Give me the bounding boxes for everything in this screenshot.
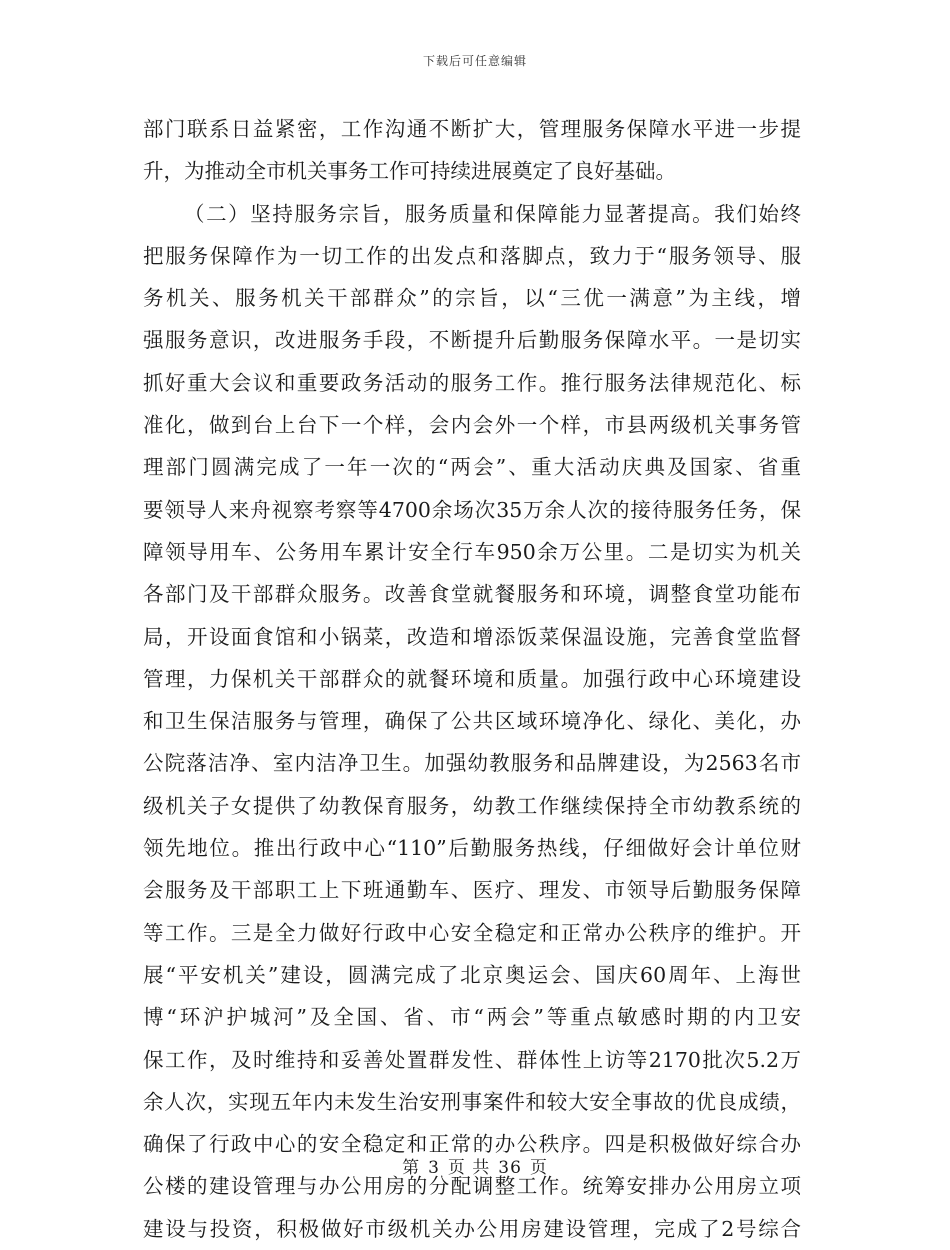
text-line: 会服务及干部职工上下班通勤车、医疗、理发、市领导后勤服务保障: [143, 878, 801, 903]
text-line: 升，为推动全市机关事务工作可持续进展奠定了良好基础。: [143, 159, 676, 184]
text-line: 建设与投资，积极做好市级机关办公用房建设管理，完成了2号综合: [143, 1216, 801, 1241]
text-line: 要领导人来舟视察考察等4700余场次35万余人次的接待服务任务，保: [143, 497, 801, 522]
text-line: 确保了行政中心的安全稳定和正常的办公秩序。四是积极做好综合办: [143, 1132, 801, 1157]
text-line: （二）坚持服务宗旨，服务质量和保障能力显著提高。我们始终: [184, 201, 801, 226]
text-line: 公院落洁净、室内洁净卫生。加强幼教服务和品牌建设，为2563名市: [143, 751, 801, 776]
text-line: 局，开设面食馆和小锅菜，改造和增添饭菜保温设施，完善食堂监督: [143, 624, 801, 649]
text-line: 余人次，实现五年内未发生治安刑事案件和较大安全事故的优良成绩，: [143, 1089, 801, 1114]
document-body: [143, 108, 801, 1250]
total-pages: 36: [498, 1158, 522, 1178]
text-line: 强服务意识，改进服务手段，不断提升后勤服务保障水平。一是切实: [143, 328, 801, 353]
footer-middle: 页 共: [447, 1158, 491, 1178]
page-header: 下载后可任意编辑: [422, 54, 527, 68]
text-line: 保工作，及时维持和妥善处置群发性、群体性上访等2170批次5.2万: [143, 1047, 801, 1072]
page-number: 3: [428, 1158, 440, 1178]
text-line: 和卫生保洁服务与管理，确保了公共区域环境净化、绿化、美化，办: [143, 709, 801, 734]
text-line: 各部门及干部群众服务。改善食堂就餐服务和环境，调整食堂功能布: [143, 582, 801, 607]
footer-suffix: 页: [529, 1158, 548, 1178]
footer-prefix: 第: [402, 1158, 421, 1178]
text-line: 务机关、服务机关干部群众”的宗旨，以“三优一满意”为主线，增: [143, 286, 801, 311]
text-line: 级机关子女提供了幼教保育服务，幼教工作继续保持全市幼教系统的: [143, 793, 801, 818]
text-line: 管理，力保机关干部群众的就餐环境和质量。加强行政中心环境建设: [143, 666, 801, 691]
text-line: 把服务保障作为一切工作的出发点和落脚点，致力于“服务领导、服: [143, 243, 801, 268]
text-line: 领先地位。推出行政中心“110”后勤服务热线，仔细做好会计单位财: [143, 836, 801, 861]
text-line: 部门联系日益紧密，工作沟通不断扩大，管理服务保障水平进一步提: [143, 117, 801, 141]
text-line: 障领导用车、公务用车累计安全行车950余万公里。二是切实为机关: [143, 539, 801, 564]
text-line: 等工作。三是全力做好行政中心安全稳定和正常办公秩序的维护。开: [143, 920, 801, 945]
text-line: 博“环沪护城河”及全国、省、市“两会”等重点敏感时期的内卫安: [143, 1005, 801, 1030]
text-line: 展“平安机关”建设，圆满完成了北京奥运会、国庆60周年、上海世: [143, 962, 801, 987]
page-footer: [0, 1153, 950, 1178]
text-line: 准化，做到台上台下一个样，会内会外一个样，市县两级机关事务管: [143, 413, 801, 438]
text-line: 理部门圆满完成了一年一次的“两会”、重大活动庆典及国家、省重: [143, 455, 801, 480]
text-line: 抓好重大会议和重要政务活动的服务工作。推行服务法律规范化、标: [143, 370, 801, 395]
text-line: 公楼的建设管理与办公用房的分配调整工作。统筹安排办公用房立项: [143, 1174, 801, 1199]
